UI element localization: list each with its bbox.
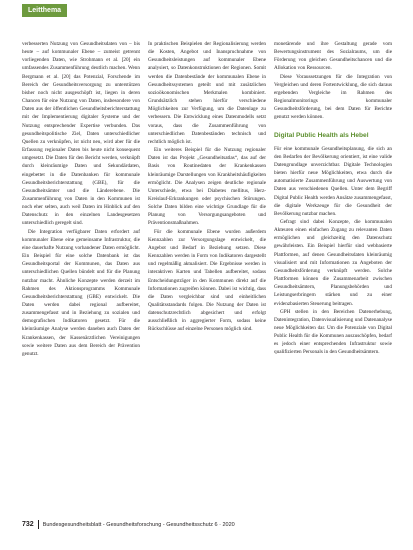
paragraph: Ein weiteres Beispiel für die Nutzung regionaler Daten ist das Projekt „Gesundheitsatlas“, das auf der Basis von Routinedaten der Krankenkassen kleinräumige Darstellungen von Krankheitshäufigkeiten ermöglicht. Die Analysen zeigen deutliche regionale Unterschiede, etwa bei Diabetes mellitus, Herz-Kreislauf-Erkrankungen oder psychischen Störungen. Solche Daten bilden eine wichtige Grundlage für die Planung von Versorgungsangeboten und Präventionsmaßnahmen. (148, 147, 266, 227)
paragraph: monetärende und ihre Gestaltung gerade vom Bewertungsinstrument des Sozialraums, um die Förderung von gleichen Gesundheitschancen und die Allokation von Ressourcen. (274, 41, 392, 72)
page-footer (22, 520, 392, 530)
text-column-3 (274, 40, 392, 518)
journal-citation: Bundesgesundheitsblatt - Gesundheitsforschung - Gesundheitsschutz 6 · 2020 (42, 522, 235, 528)
text-column-1 (22, 40, 140, 518)
page-number: 732 (22, 521, 34, 528)
paragraph: Gefragt sind dabei Konzepte, die kommunalen Akteuren einen einfachen Zugang zu relevanten Daten ermöglichen und gleichzeitig den Datenschutz gewährleisten. Ein Beispiel hierfür sind webbasierte Plattformen, auf denen Gesundheitsdaten kleinräumig visualisiert und mit Informationen zu Angeboten der Gesundheitsförderung verknüpft werden. Solche Plattformen können die Zusammenarbeit zwischen Gesundheitsämtern, Planungsbehörden und Leistungserbringern stärken und zu einer evidenzbasierten Steuerung beitragen. (274, 218, 392, 307)
text-column-2 (148, 40, 266, 518)
paragraph: Für eine kommunale Gesundheitsplanung, die sich an den Bedarfen der Bevölkerung orientiert, ist eine valide Datengrundlage unverzichtbar. Digitale Technologien bieten hierfür neue Möglichkeiten, etwa durch die automatisierte Zusammenführung und Auswertung von Daten aus verschiedenen Quellen. Unter dem Begriff Digital Public Health werden Ansätze zusammengefasst, die digitale Werkzeuge für die Gesundheit der Bevölkerung nutzbar machen. (274, 145, 392, 217)
paragraph: verbesserten Nutzung von Gesundheitsdaten von – bis heute – auf kommunaler Ebene – zumeist getrennt vorliegenden Daten, wie Strohmann et al. [20] ein umfassendes Zusammenführung deutlich machen. Wenn Bergmann et al. [20] das Potenzial, Forschende im Bereich der Gesundheitsversorgung zu unterstützen bisher noch nicht ausgeschöpft ist, liegen in deren Chancen für eine Nutzung von Daten, insbesondere von Daten aus der öffentlichen Gesundheitsberichterstattung mit der Implementierung digitaler Systeme und der Nutzung entsprechender Expertise verbunden. Das gesundheitspolitische Ziel, Daten unterschiedlicher Quellen zu verknüpfen, ist nicht neu, wird aber für die Erfassung regionaler Daten bis heute nicht konsequent umgesetzt. Die Daten für den Bericht werden, verknüpft durch kleinräumige Daten und Sekundärdaten, eingebettet in die Datenbanken für kommunale Gesundheitsberichterstattung (GBE), für die Gesundheitsämter und die Länderebene. Die Zusammenführung von Daten in den Kommunen ist noch eher selten, auch weil Daten im Hinblick auf den Datenschutz in den einzelnen Landesgesetzen unterschiedlich geregelt sind. (22, 41, 140, 227)
paragraph: In praktischen Beispielen der Regionalisierung werden die Kosten, Angebot und Inanspruchnahme von Gesundheitsleistungen auf kommunaler Ebene analysiert, so Datenkonstruktionen der Regionen. Somit werden die Datenbestände der kommunalen Ebene in Gesundheitssystemen geteilt und mit zusätzlichen sozioökonomischen Merkmalen kombiniert. Grundsätzlich stehen hierfür verschiedene Möglichkeiten zur Verfügung, um die Datenlage zu verbessern. Die Entwicklung eines Datenmodells setzt voraus, dass die Zusammenführung von unterschiedlichen Datenbeständen technisch und rechtlich möglich ist. (148, 41, 266, 145)
paragraph: Für die kommunale Ebene wurden außerdem Kennzahlen zur Versorgungslage entwickelt, die Angebot und Bedarf in Beziehung setzen. Diese Kennzahlen werden in Form von Indikatoren dargestellt und regelmäßig aktualisiert. Die Ergebnisse werden in interaktiven Karten und Tabellen aufbereitet, sodass Entscheidungsträger in den Kommunen direkt auf die Informationen zugreifen können. Dabei ist wichtig, dass die Daten vergleichbar sind und einheitlichen Qualitätsstandards folgen. Die Nutzung der Daten ist datenschutzrechtlich abgesichert und erfolgt ausschließlich in aggregierter Form, sodass keine Rückschlüsse auf einzelne Personen möglich sind. (148, 228, 266, 333)
paragraph: Diese Voraussetzungen für die Integration von Vergleichen und deren Fortentwicklung, die sich daraus ergebenden Vergleiche im Rahmen des Regionalmonitorings kommunaler Gesundheitsförderung, bei dem Daten für Berichte genutzt werden können. (274, 73, 392, 121)
paragraph: GPH stellen in den Bereichen Datenerhebung, Datenintegration, Datenvisualisierung und Datenanalyse neue Möglichkeiten dar. Um die Potenziale von Digital Public Health für die Kommunen auszuschöpfen, bedarf es jedoch einer entsprechenden Infrastruktur sowie qualifizierten Personals in den Gesundheitsämtern. (274, 308, 392, 356)
paragraph: Die Integration verfügbarer Daten erfordert auf kommunaler Ebene eine gemeinsame Infrastruktur, die eine dauerhafte Nutzung vorhandener Daten ermöglicht. Ein Beispiel für eine solche Datenbank ist das Gesundheitsportal der Kommunen, das Daten aus unterschiedlichen Quellen bündelt und für die Planung nutzbar macht. Ähnliche Konzepte werden derzeit im Rahmen des Aktionsprogramms Kommunale Gesundheitsberichterstattung (GBE) entwickelt. Die Daten werden dabei regional aufbereitet, zusammengefasst und in Beziehung zu sozialen und demografischen Indikatoren gesetzt. Für die kleinräumige Analyse werden daneben auch Daten der Krankenkassen, der Kassenärztlichen Vereinigungen sowie weitere Daten aus dem Bereich der Prävention genutzt. (22, 228, 140, 357)
footer-divider (38, 520, 39, 529)
section-heading: Digital Public Health als Hebel (274, 131, 369, 139)
section-label: Leitthema (22, 4, 67, 17)
page-header (0, 0, 413, 28)
